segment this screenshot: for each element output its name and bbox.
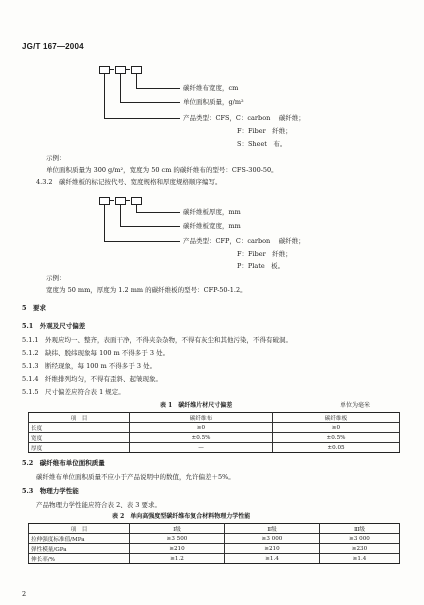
header-cell: 碳纤维布 — [130, 413, 273, 423]
label-width: 碳纤维布宽度，cm — [183, 84, 239, 92]
code-box — [99, 66, 110, 74]
code-box — [115, 197, 126, 205]
table-caption: 表 1 碳纤维片材尺寸偏差 — [160, 402, 233, 409]
example-title: 示例： — [46, 154, 66, 162]
table-cell: ≥0 — [273, 423, 400, 433]
leader — [136, 205, 137, 212]
section-heading: 5.1 外观及尺寸偏差 — [22, 322, 86, 330]
table-cell: 拉伸强度标准值/MPa — [29, 534, 130, 544]
header-cell: 项 目 — [29, 524, 130, 534]
section-heading: 5.2 碳纤维布单位面积质量 — [22, 459, 105, 467]
table-cell: 长度 — [29, 423, 130, 433]
dash — [126, 200, 130, 201]
clause-text: 5.1.5 尺寸偏差应符合表 1 规定。 — [22, 388, 125, 396]
dash — [110, 69, 114, 70]
clause-text: 5.1.3 断经现象，每 100 m 不得多于 3 处。 — [22, 362, 157, 370]
label-plate: P：Plate 板。 — [237, 262, 285, 270]
label-type: 产品类型：CFP，C：carbon 碳纤维； — [183, 237, 305, 245]
table-row — [29, 433, 400, 443]
code-box — [99, 197, 110, 205]
table-cell: ≥0 — [130, 423, 273, 433]
header-cell: Ⅱ级 — [225, 524, 320, 534]
table-row — [29, 534, 400, 544]
dash — [110, 200, 114, 201]
example-text: 宽度为 50 mm，厚度为 1.2 mm 的碳纤维板的型号：CFP-50-1.2。 — [46, 286, 247, 294]
clause-text: 5.1.2 缺纬、脱纬现象每 100 m 不得多于 3 处。 — [22, 349, 170, 357]
page-number: 2 — [22, 590, 27, 598]
header-cell: 碳纤维板 — [273, 413, 400, 423]
leader — [120, 74, 121, 102]
table-row — [29, 443, 400, 453]
table-cell: ≥230 — [320, 544, 400, 554]
standard-code-header: JG/T 167—2004 — [22, 42, 84, 51]
code-box — [115, 66, 126, 74]
leader — [120, 205, 121, 226]
leader — [136, 74, 137, 88]
table-cell: 厚度 — [29, 443, 130, 453]
table-unit: 单位为毫米 — [340, 402, 371, 409]
clause-text: 碳纤维布单位面积质量不应小于产品说明中的数值，允许偏差＋5%。 — [36, 473, 235, 481]
clause-text: 5.1.4 纤维排列均匀，不得有歪斜、起皱现象。 — [22, 375, 163, 383]
label-mass: 单位面积质量，g/m² — [183, 98, 244, 106]
leader — [136, 88, 180, 89]
header-cell: Ⅰ级 — [130, 524, 225, 534]
leader — [104, 74, 105, 118]
section-heading: 4.3.2 碳纤维板的标记按代号、宽度规格和厚度规格顺序编写。 — [36, 178, 222, 186]
table-cell: 宽度 — [29, 433, 130, 443]
clause-text: 5.1.1 外观应均一、整齐，表面干净，不得夹杂杂物，不得有灰尘和其他污染，不得有破洞。 — [22, 336, 293, 344]
table-cell: ≥210 — [130, 544, 225, 554]
table-cell: — — [130, 443, 273, 453]
leader — [104, 205, 105, 241]
leader — [120, 102, 180, 103]
table-row — [29, 423, 400, 433]
table-cell: ±0.5% — [273, 433, 400, 443]
table-cell: 弹性模量/GPa — [29, 544, 130, 554]
table-row — [29, 544, 400, 554]
table-cell: ≥1.4 — [225, 554, 320, 564]
table-cell: ≥3 500 — [130, 534, 225, 544]
table-cell: ±0.05 — [273, 443, 400, 453]
label-sheet: S：Sheet 布。 — [237, 140, 287, 148]
header-cell: Ⅲ级 — [320, 524, 400, 534]
label-width: 碳纤维板宽度，mm — [183, 222, 241, 230]
table-cell: ≥210 — [225, 544, 320, 554]
leader — [104, 241, 180, 242]
table-header-row — [29, 413, 400, 423]
leader — [104, 118, 180, 119]
section-heading: 5 要求 — [22, 304, 47, 312]
label-thickness: 碳纤维板厚度，mm — [183, 208, 241, 216]
table-cell: ≥1.2 — [130, 554, 225, 564]
table-caption: 表 2 单向高强度型碳纤维布复合材料物理力学性能 — [112, 513, 251, 520]
dash — [126, 69, 130, 70]
table-cell: ≥3 000 — [320, 534, 400, 544]
code-box — [131, 66, 142, 74]
code-box — [131, 197, 142, 205]
example-title: 示例： — [46, 274, 66, 282]
header-cell: 项 目 — [29, 413, 130, 423]
table-row — [29, 554, 400, 564]
mechanical-properties-table — [28, 523, 400, 564]
label-fiber: F：Fiber 纤维； — [237, 250, 292, 258]
label-type: 产品类型：CFS，C：carbon 碳纤维； — [183, 114, 305, 122]
section-heading: 5.3 物理力学性能 — [22, 487, 79, 495]
table-cell: 伸长率/% — [29, 554, 130, 564]
table-header-row — [29, 524, 400, 534]
table-cell: ≥1.4 — [320, 554, 400, 564]
table-cell: ±0.5% — [130, 433, 273, 443]
leader — [120, 226, 180, 227]
leader — [136, 212, 180, 213]
clause-text: 产品物理力学性能应符合表 2、表 3 要求。 — [36, 501, 161, 509]
dimension-tolerance-table — [28, 412, 400, 453]
example-text: 单位面积质量为 300 g/m²，宽度为 50 cm 的碳纤维布的型号：CFS-300-50。 — [46, 166, 278, 174]
label-fiber: F：Fiber 纤维； — [237, 127, 292, 135]
table-cell: ≥3 000 — [225, 534, 320, 544]
